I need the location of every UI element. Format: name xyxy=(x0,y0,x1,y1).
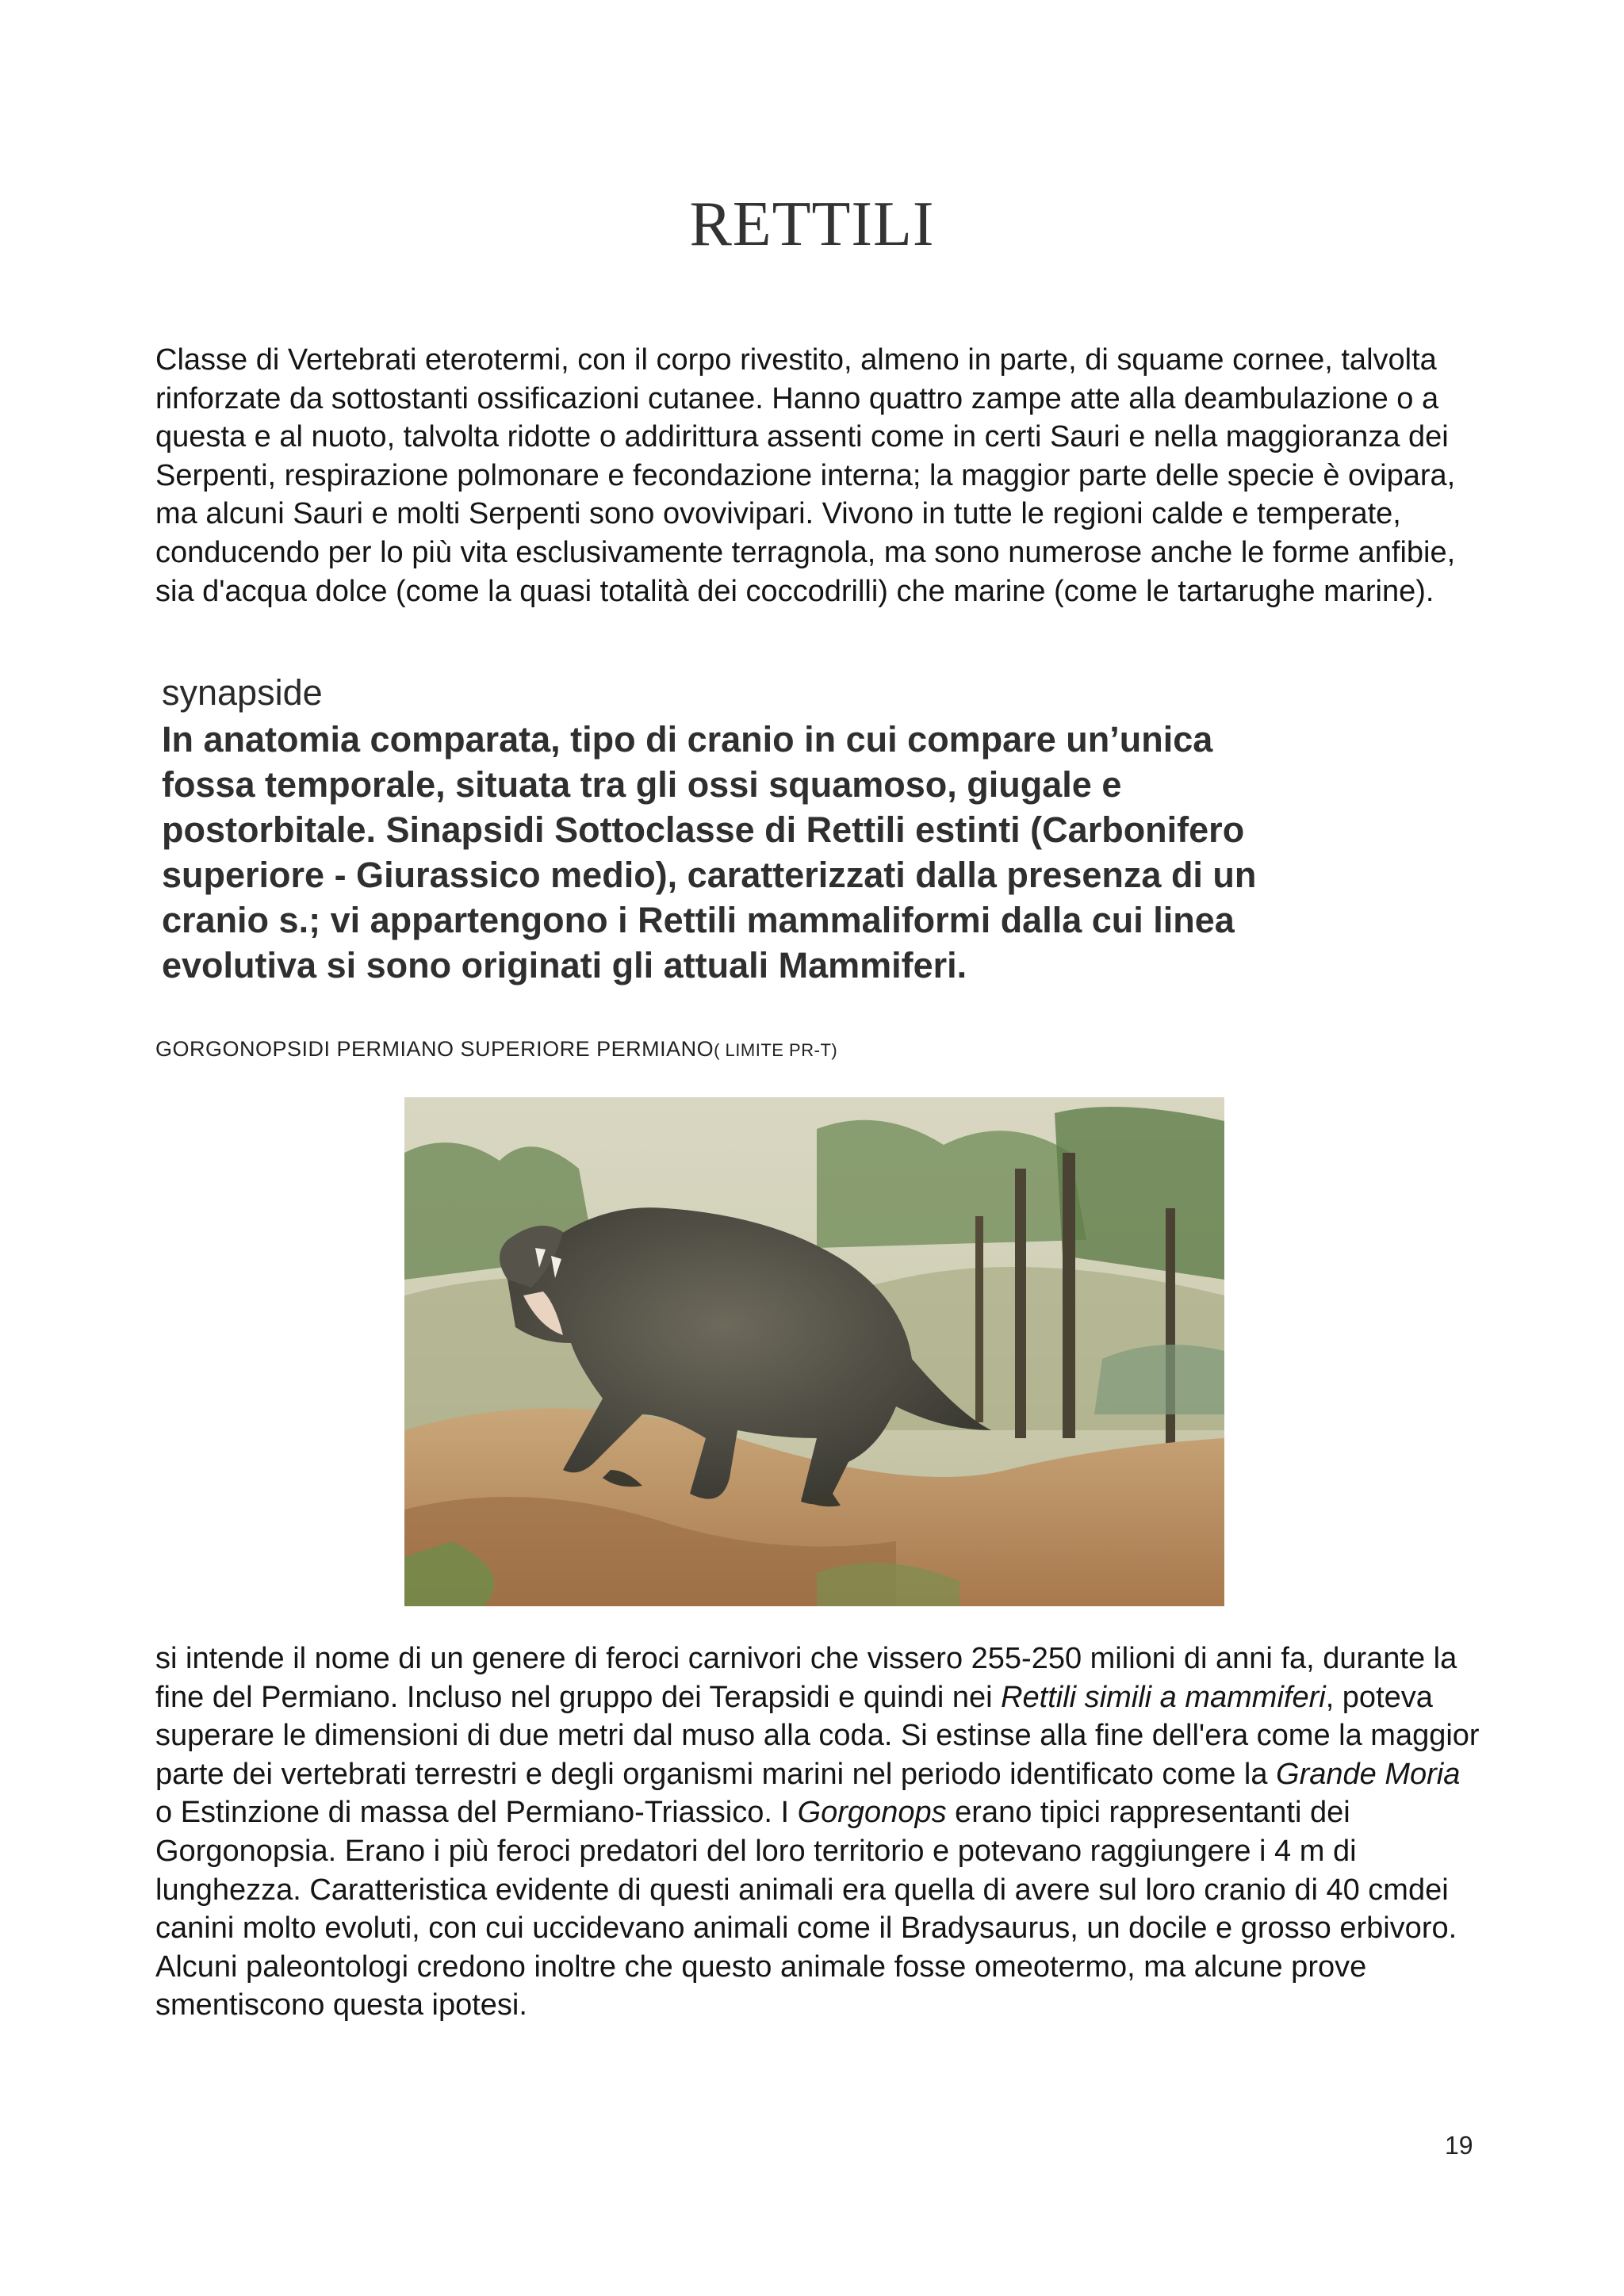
text-run: erano tipici rappresentanti dei Gorgonopsia. Erano i più feroci predatori del loro territorio e potevano raggiungere i 4 m di lunghezza. Caratteristica evidente di questi animali era quella di avere sul loro cranio di 40 cmdei canini molto evoluti, con cui uccidevano animali come il Bradysaurus, un docile e grosso erbivoro. Alcuni paleontologi credono inoltre che questo animale fosse omeotermo, ma alcune prove smentiscono questa ipotesi. xyxy=(155,1796,1457,2022)
synapside-body xyxy=(162,717,1272,988)
figure-caption xyxy=(155,1037,837,1062)
synapside-definition-image xyxy=(155,672,1274,991)
synapside-line: fossa temporale, situata tra gli ossi squamoso, giugale e xyxy=(162,764,1122,805)
gorgonops-illustration xyxy=(404,1097,1224,1606)
text-run: si intende il nome di un genere di feroci carnivori che vissero 255-250 milioni di anni fa, durante la fine del Permiano. Incluso nel gruppo dei Terapsidi e quindi nei xyxy=(155,1642,1457,1714)
synapside-line: evolutiva si sono originati gli attuali Mammiferi. xyxy=(162,945,967,985)
text-run: o Estinzione di massa del Permiano-Triassico. I xyxy=(155,1796,798,1830)
synapside-line: In anatomia comparata, tipo di cranio in cui compare un’unica xyxy=(162,719,1213,760)
caption-main: GORGONOPSIDI PERMIANO SUPERIORE PERMIANO xyxy=(155,1037,714,1061)
synapside-heading: synapside xyxy=(162,672,323,713)
gorgonops-paragraph xyxy=(155,1640,1480,2025)
page-title: RETTILI xyxy=(689,189,935,259)
text-run: , poteva superare le dimensioni di due metri dal muso alla coda. Si estinse alla fine dell'era come la maggior parte dei vertebrati terrestri e degli organismi marini nel periodo identificato come la xyxy=(155,1680,1480,1791)
caption-small: ( LIMITE PR-T) xyxy=(714,1040,838,1060)
synapside-line: cranio s.; vi appartengono i Rettili mammaliformi dalla cui linea xyxy=(162,900,1235,940)
synapside-line: postorbitale. Sinapsidi Sottoclasse di Rettili estinti (Carbonifero xyxy=(162,809,1245,850)
page-number: 19 xyxy=(1445,2131,1473,2160)
intro-paragraph: Classe di Vertebrati eterotermi, con il corpo rivestito, almeno in parte, di squame cornee, talvolta rinforzate da sottostanti ossificazioni cutanee. Hanno quattro zampe atte alla deambulazione o a questa e al nuoto, talvolta ridotte o addirittura assenti come in certi Sauri e nella maggioranza dei Serpenti, respirazione polmonare e fecondazione interna; la maggior parte delle specie è ovipara, ma alcuni Sauri e molti Serpenti sono ovovivipari. Vivono in tutte le regioni calde e temperate, conducendo per lo più vita esclusivamente terragnola, ma sono numerose anche le forme anfibie, sia d'acqua dolce (come la quasi totalità dei coccodrilli) che marine (come le tartarughe marine). xyxy=(155,343,1456,608)
italic-term: Gorgonops xyxy=(797,1796,947,1830)
italic-term: Grande Moria xyxy=(1276,1757,1461,1791)
synapside-line: superiore - Giurassico medio), caratterizzati dalla presenza di un xyxy=(162,855,1257,895)
italic-term: Rettili simili a mammiferi xyxy=(1001,1680,1326,1714)
